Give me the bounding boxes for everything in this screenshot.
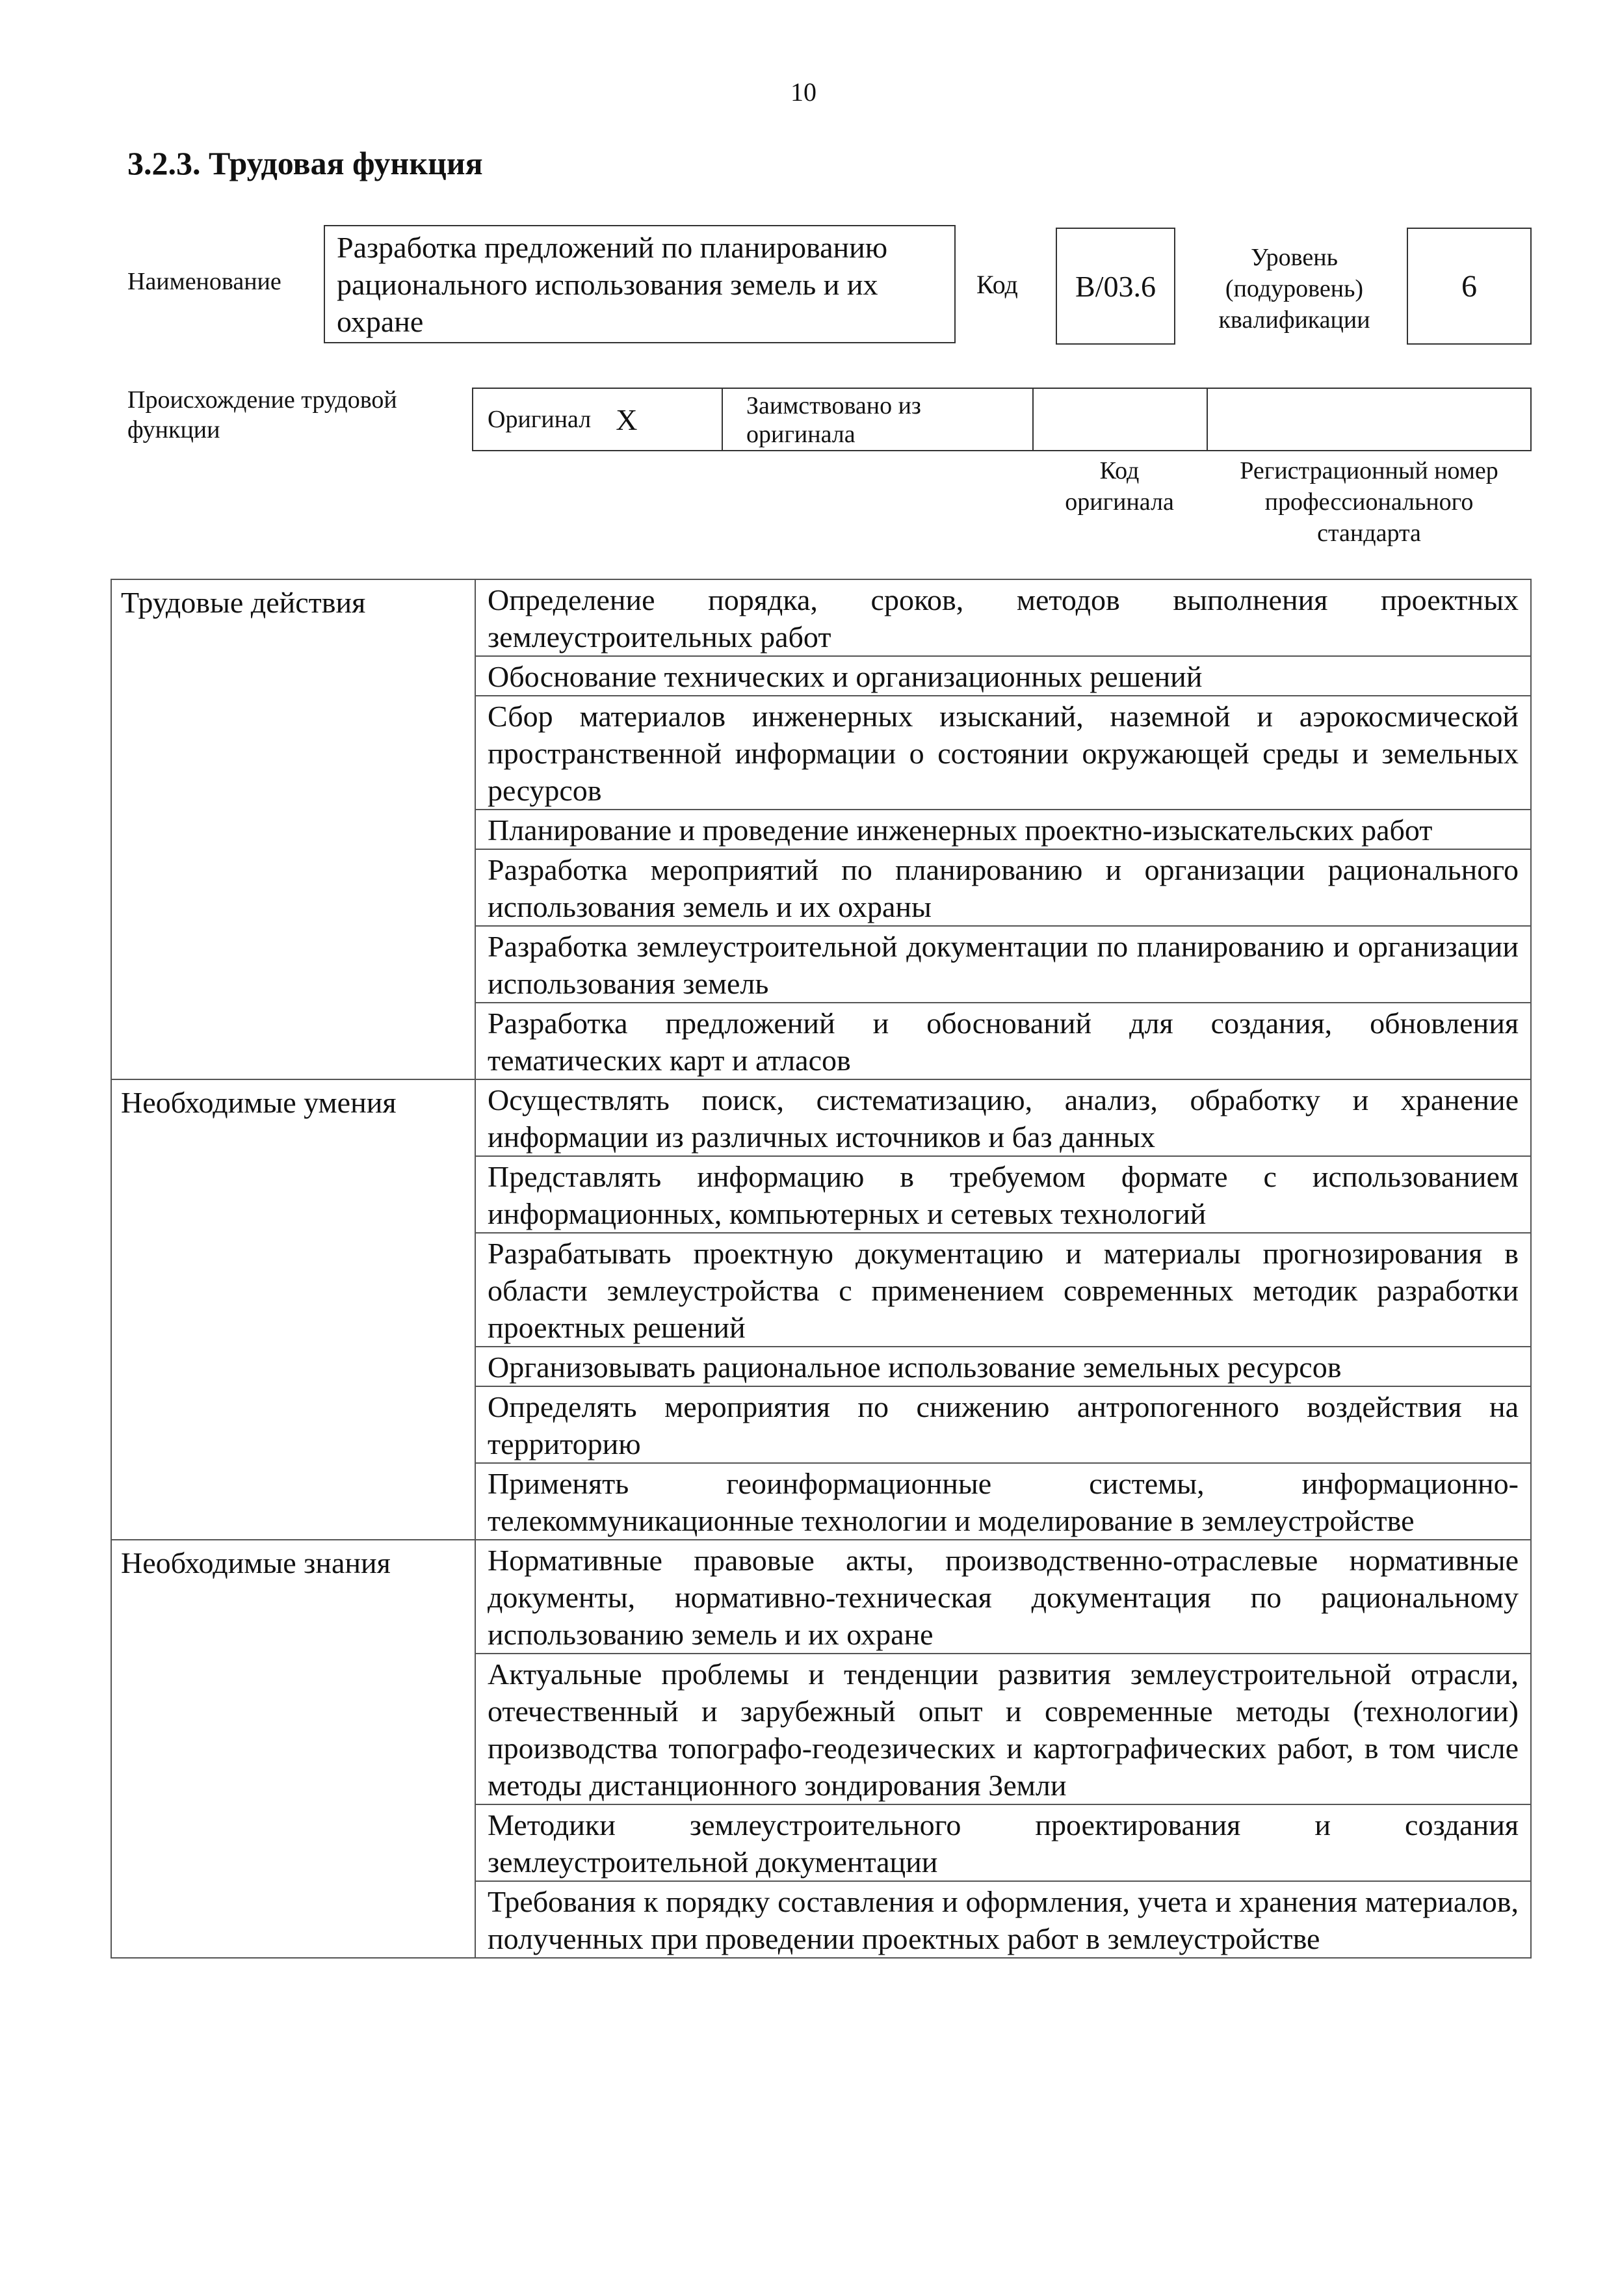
- table-row: [111, 1079, 1531, 1156]
- group-label-required-skills: Необходимые умения: [111, 1079, 475, 1540]
- table-cell: Разработка мероприятий по планированию и организации рационального использования земель и их охраны: [475, 849, 1531, 926]
- origin-label-line-2: функции: [127, 416, 220, 443]
- table-cell: Обоснование технических и организационных решений: [475, 656, 1531, 696]
- level-value: 6: [1461, 269, 1477, 304]
- table-row: [111, 1540, 1531, 1654]
- table-cell: Определение порядка, сроков, методов выполнения проектных землеустроительных работ: [475, 579, 1531, 656]
- table-cell: Применять геоинформационные системы, информационно-телекоммуникационные технологии и моделирование в землеустройстве: [475, 1463, 1531, 1540]
- function-details-table: [111, 579, 1532, 1959]
- code-original-caption-line-1: Код: [1099, 457, 1140, 484]
- borrowed-label-line-1: Заимствовано из: [746, 392, 921, 419]
- code-original-caption-line-2: оригинала: [1065, 488, 1174, 516]
- level-label-line-2: (подуровень): [1225, 275, 1364, 302]
- function-name-value: Разработка предложений по планированию рационального использования земель и их охране: [337, 231, 888, 338]
- level-box: [1407, 228, 1532, 345]
- origin-code-cell: [1034, 389, 1208, 450]
- table-cell: Разрабатывать проектную документацию и материалы прогнозирования в области землеустройства с применением современных методик разработки проектных решений: [475, 1233, 1531, 1347]
- table-cell: Разработка землеустроительной документации по планированию и организации использования земель: [475, 926, 1531, 1003]
- code-box: [1056, 228, 1175, 345]
- code-original-caption: [1032, 455, 1207, 518]
- reg-number-caption-line-2: профессионального: [1264, 488, 1474, 516]
- level-label: [1194, 242, 1395, 336]
- name-label: Наименование: [127, 268, 281, 295]
- table-row: [111, 579, 1531, 656]
- reg-number-caption: [1207, 455, 1532, 549]
- table-cell: Разработка предложений и обоснований для создания, обновления тематических карт и атласов: [475, 1003, 1531, 1079]
- table-cell: Методики землеустроительного проектирования и создания землеустроительной документации: [475, 1804, 1531, 1881]
- table-cell: Определять мероприятия по снижению антропогенного воздействия на территорию: [475, 1386, 1531, 1463]
- function-name-box: [324, 225, 956, 343]
- borrowed-label-line-2: оригинала: [746, 421, 856, 448]
- origin-reg-number-cell: [1208, 389, 1530, 450]
- table-cell: Нормативные правовые акты, производственно-отраслевые нормативные документы, нормативно-техническая документация по рациональному использованию земель и их охране: [475, 1540, 1531, 1654]
- group-label-required-knowledge: Необходимые знания: [111, 1540, 475, 1958]
- origin-borrowed-cell: [723, 389, 1034, 450]
- page-number: 10: [790, 77, 817, 107]
- section-title: 3.2.3. Трудовая функция: [127, 145, 483, 181]
- origin-label-line-1: Происхождение трудовой: [127, 386, 397, 414]
- table-cell: Сбор материалов инженерных изысканий, наземной и аэрокосмической пространственной информации о состоянии окружающей среды и земельных ресурсов: [475, 696, 1531, 810]
- level-label-line-1: Уровень: [1251, 244, 1338, 271]
- code-value: B/03.6: [1075, 269, 1156, 303]
- code-label: Код: [976, 270, 1018, 299]
- level-label-line-3: квалификации: [1218, 306, 1370, 334]
- table-cell: Планирование и проведение инженерных проектно-изыскательских работ: [475, 810, 1531, 849]
- original-label: Оригинал: [488, 406, 592, 433]
- origin-row: [472, 388, 1532, 451]
- table-cell: Актуальные проблемы и тенденции развития землеустроительной отрасли, отечественный и зарубежный опыт и современные методы (технологии) производства топографо-геодезических и картографических работ, в том числе методы дистанционного зондирования Земли: [475, 1654, 1531, 1804]
- table-cell: Требования к порядку составления и оформления, учета и хранения материалов, полученных при проведении проектных работ в землеустройстве: [475, 1881, 1531, 1958]
- group-label-labor-actions: Трудовые действия: [111, 579, 475, 1079]
- reg-number-caption-line-3: стандарта: [1317, 520, 1421, 547]
- origin-label: [127, 385, 397, 445]
- original-mark: X: [616, 402, 638, 436]
- reg-number-caption-line-1: Регистрационный номер: [1240, 457, 1498, 484]
- table-cell: Организовывать рациональное использование земельных ресурсов: [475, 1347, 1531, 1386]
- origin-original-cell: [473, 389, 723, 450]
- table-cell: Представлять информацию в требуемом формате с использованием информационных, компьютерных и сетевых технологий: [475, 1156, 1531, 1233]
- table-cell: Осуществлять поиск, систематизацию, анализ, обработку и хранение информации из различных источников и баз данных: [475, 1079, 1531, 1156]
